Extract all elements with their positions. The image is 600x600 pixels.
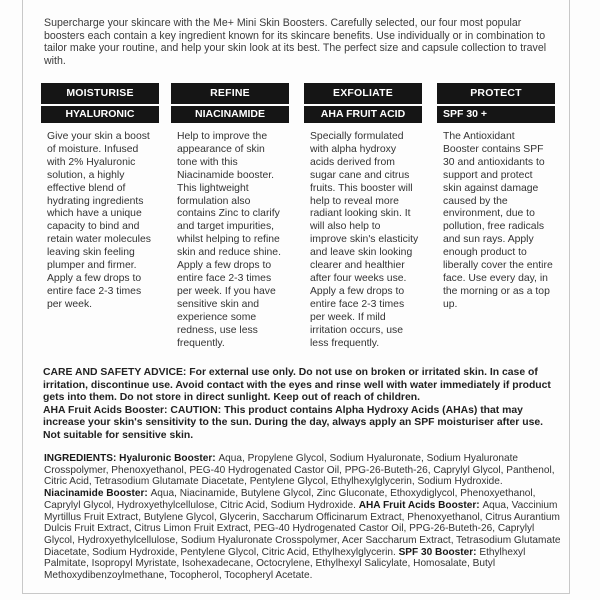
hyaluronic-ingredients: Aqua, Propylene Glycol, Sodium Hyaluronate, Sodium Hyaluronate Crosspolymer, Phenoxyethanol, PEG-40 Hydrogenated Castor Oil, PPG-26-Buteth-26, Caprylyl Glycol, Panthenol, Citric Acid, Tetrasodium Glutamate Diacetate, Pentylene Glycol, Ethylhexylglycerin, Sodium Hydroxide. (44, 453, 555, 488)
aha-ingredients: Aqua, Vaccinium Myrtillus Fruit Extract, Butylene Glycol, Glycerin, Saccharum Officinarum Extract, Phenoxyethanol, Citrus Aurantium Dulcis Fruit Extract, Citrus Limon Fruit Extract, PEG-40 Hydrogenated Castor Oil, PPG-26-Buteth-26, Caprylyl Glycol, Hydroxyethylcellulose, Sodium Hyaluronate Crosspolymer, Acer Saccharum Extract, Tetrasodium Glutamate Diacetate, Sodium Hydroxide, Pentylene Glycol, Citric Acid, Ethylhexylglycerin. (44, 499, 561, 558)
hyaluronic-ingredients-label: Hyaluronic Booster: (119, 453, 219, 464)
column-subtitle: AHA FRUIT ACID (304, 106, 422, 123)
column-body: The Antioxidant Booster contains SPF 30 and antioxidants to support and protect skin against damage caused by the environment, due to pollution, free radicals and sun rays. Apply enough product to liberally cover the entire face. Use every day, in the morning or as a top up. (443, 131, 553, 310)
niacinamide-ingredients-label: Niacinamide Booster: (44, 488, 151, 500)
column-body: Specially formulated with alpha hydroxy acids derived from sugar cane and citrus fruits. This booster will help to reveal more radiant looking skin. It will also help to improve skin's elasticity and leave skin looking clearer and healthier after four weeks use. Apply a few drops to entire face 2-3 times per week. If mild irritation occurs, use less frequently. (310, 131, 419, 349)
spf-ingredients: Ethylhexyl Palmitate, Isopropyl Myristate, Isohexadecane, Octocrylene, Ethylhexyl Salicylate, Homosalate, Butyl Methoxydibenzoylmethane, Tocopherol, Tocopheryl Acetate. (44, 546, 526, 582)
aha-ingredients-label: AHA Fruit Acids Booster: (358, 499, 483, 511)
column-body: Help to improve the appearance of skin tone with this Niacinamide booster. This lightweight formulation also contains Zinc to clarify and target impurities, whilst helping to refine skin and reduce shine. Apply a few drops to entire face 2-3 times per week. If you have sensitive skin and experience some redness, use less frequently. (177, 131, 281, 349)
care-and-safety-advice (43, 367, 563, 443)
aha-caution-text: AHA Fruit Acids Booster: CAUTION: This product contains Alpha Hydroxy Acids (AHAs) that may increase your skin's sensitivity to the sun. During the day, always apply an SPF moisturiser after use. Not suitable for sensitive skin. (43, 404, 544, 441)
column-title: EXFOLIATE (304, 83, 422, 104)
ingredients-label: INGREDIENTS: (44, 453, 120, 464)
niacinamide-ingredients: Aqua, Niacinamide, Butylene Glycol, Zinc Gluconate, Ethoxydiglycol, Phenoxyethanol, Caprylyl Glycol, Hydroxyethylcellulose, Citric Acid, Sodium Hydroxide. (44, 488, 536, 511)
column-subtitle: SPF 30 + (437, 106, 555, 123)
column-refine (171, 83, 289, 350)
spf-ingredients-label: SPF 30 Booster: (398, 546, 480, 558)
ingredients-list (44, 453, 564, 582)
column-body: Give your skin a boost of moisture. Infused with 2% Hyaluronic solution, a highly effective blend of hydrating ingredients which have a unique capacity to bind and retain water molecules leaving skin feeling plumper and firmer. Apply a few drops to entire face 2-3 times per week. (47, 131, 151, 310)
column-title: REFINE (171, 83, 289, 104)
intro-paragraph: Supercharge your skincare with the Me+ Mini Skin Boosters. Carefully selected, our four most popular boosters each contain a key ingredient known for its skincare benefits. Use individually or in combination to tailor make your routine, and help your skin look at its best. The perfect size and capsule collection to travel with. (44, 17, 547, 67)
column-title: MOISTURISE (41, 83, 159, 104)
column-moisturise (41, 83, 159, 312)
column-subtitle: NIACINAMIDE (171, 106, 289, 123)
column-protect (437, 83, 555, 312)
column-title: PROTECT (437, 83, 555, 104)
column-subtitle: HYALURONIC (41, 106, 159, 123)
care-advice-text: CARE AND SAFETY ADVICE: For external use only. Do not use on broken or irritated skin. In case of irritation, discontinue use. Avoid contact with the eyes and rinse well with water immediately if product gets into them. Do not store in direct sunlight. Keep out of reach of children. (43, 367, 551, 404)
column-exfoliate (304, 83, 422, 350)
